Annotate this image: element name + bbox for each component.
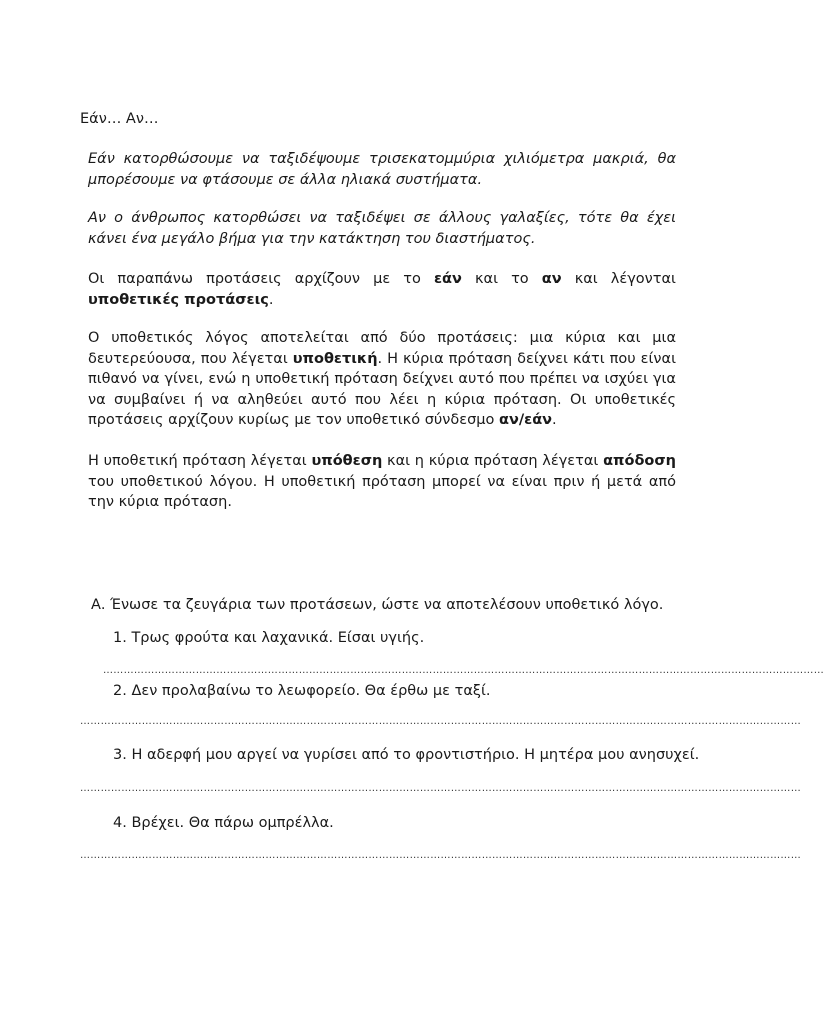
exercise-item-4: 4. Βρέχει. Θα πάρω ομπρέλλα. [113,815,334,831]
keyword-conditional-clauses: υποθετικές προτάσεις [88,291,269,308]
explanation-paragraph-3 [88,451,676,513]
answer-line-4[interactable]: ………………………………………………………………………………………………………………………………………………………………………………………… [80,850,801,861]
text-span: Η υποθετική πρόταση λέγεται [88,453,312,469]
example-sentence-1: Εάν κατορθώσουμε να ταξιδέψουμε τρισεκατομμύρια χιλιόμετρα μακριά, θα μπορέσουμε να φτάσουμε σε άλλα ηλιακά συστήματα. [88,151,676,188]
answer-line-2[interactable]: ………………………………………………………………………………………………………………………………………………………………………………………… [80,716,801,727]
example-sentence-2: Αν ο άνθρωπος κατορθώσει να ταξιδέψει σε άλλους γαλαξίες, τότε θα έχει κάνει ένα μεγάλο βήμα για την κατάκτηση του διαστήματος. [88,210,676,247]
keyword-an-ean: αν/εάν [498,412,553,428]
keyword-apodosis: απόδοση [603,453,676,469]
text-span: του υποθετικού λόγου. Η υποθετική πρόταση μπορεί να είναι πριν ή μετά από την κύρια πρόταση. [88,473,676,510]
exercise-item-3: 3. Η αδερφή μου αργεί να γυρίσει από το φροντιστήριο. Η μητέρα μου ανησυχεί. [113,747,700,763]
page-title: Εάν… Αν… [80,111,159,127]
explanation-paragraph-1 [88,269,676,310]
text-span: και η κύρια πρόταση λέγεται [382,453,604,469]
text-span: και το [461,271,542,287]
text-span: Οι παραπάνω προτάσεις αρχίζουν με το [88,271,434,287]
answer-line-3[interactable]: ………………………………………………………………………………………………………………………………………………………………………………………… [80,783,801,794]
text-span: . Η κύρια πρόταση δείχνει κάτι που είναι πιθανό να γίνει, ενώ η υποθετική πρόταση δείχνει αυτό που πρέπει να ισχύει για να συμβαίνει ή να αληθεύει αυτό που λέει η κύρια πρόταση. Οι υποθετικές προτάσεις αρχίζουν κυρίως με τον υποθετικό σύνδεσμο [88,350,676,428]
text-span: Ο υποθετικός λόγος αποτελείται από δύο προτάσεις: μια κύρια και μια δευτερεύουσα, που λέγεται [88,330,676,367]
text-span: . [552,412,557,428]
keyword-an: αν [541,271,562,287]
exercise-instruction: Α. Ένωσε τα ζευγάρια των προτάσεων, ώστε να αποτελέσουν υποθετικό λόγο. [91,597,664,613]
answer-line-1[interactable]: ………………………………………………………………………………………………………………………………………………………………………………………… [103,665,824,676]
text-span: . [268,291,274,308]
text-span: και λέγονται [561,271,676,287]
exercise-item-1: 1. Τρως φρούτα και λαχανικά. Είσαι υγιής. [113,630,425,646]
exercise-item-2: 2. Δεν προλαβαίνω το λεωφορείο. Θα έρθω με ταξί. [113,683,491,699]
keyword-conditional: υποθετική [292,350,378,367]
keyword-hypothesis: υπόθεση [311,453,383,469]
explanation-paragraph-2 [88,328,676,431]
keyword-ean: εάν [433,271,462,287]
